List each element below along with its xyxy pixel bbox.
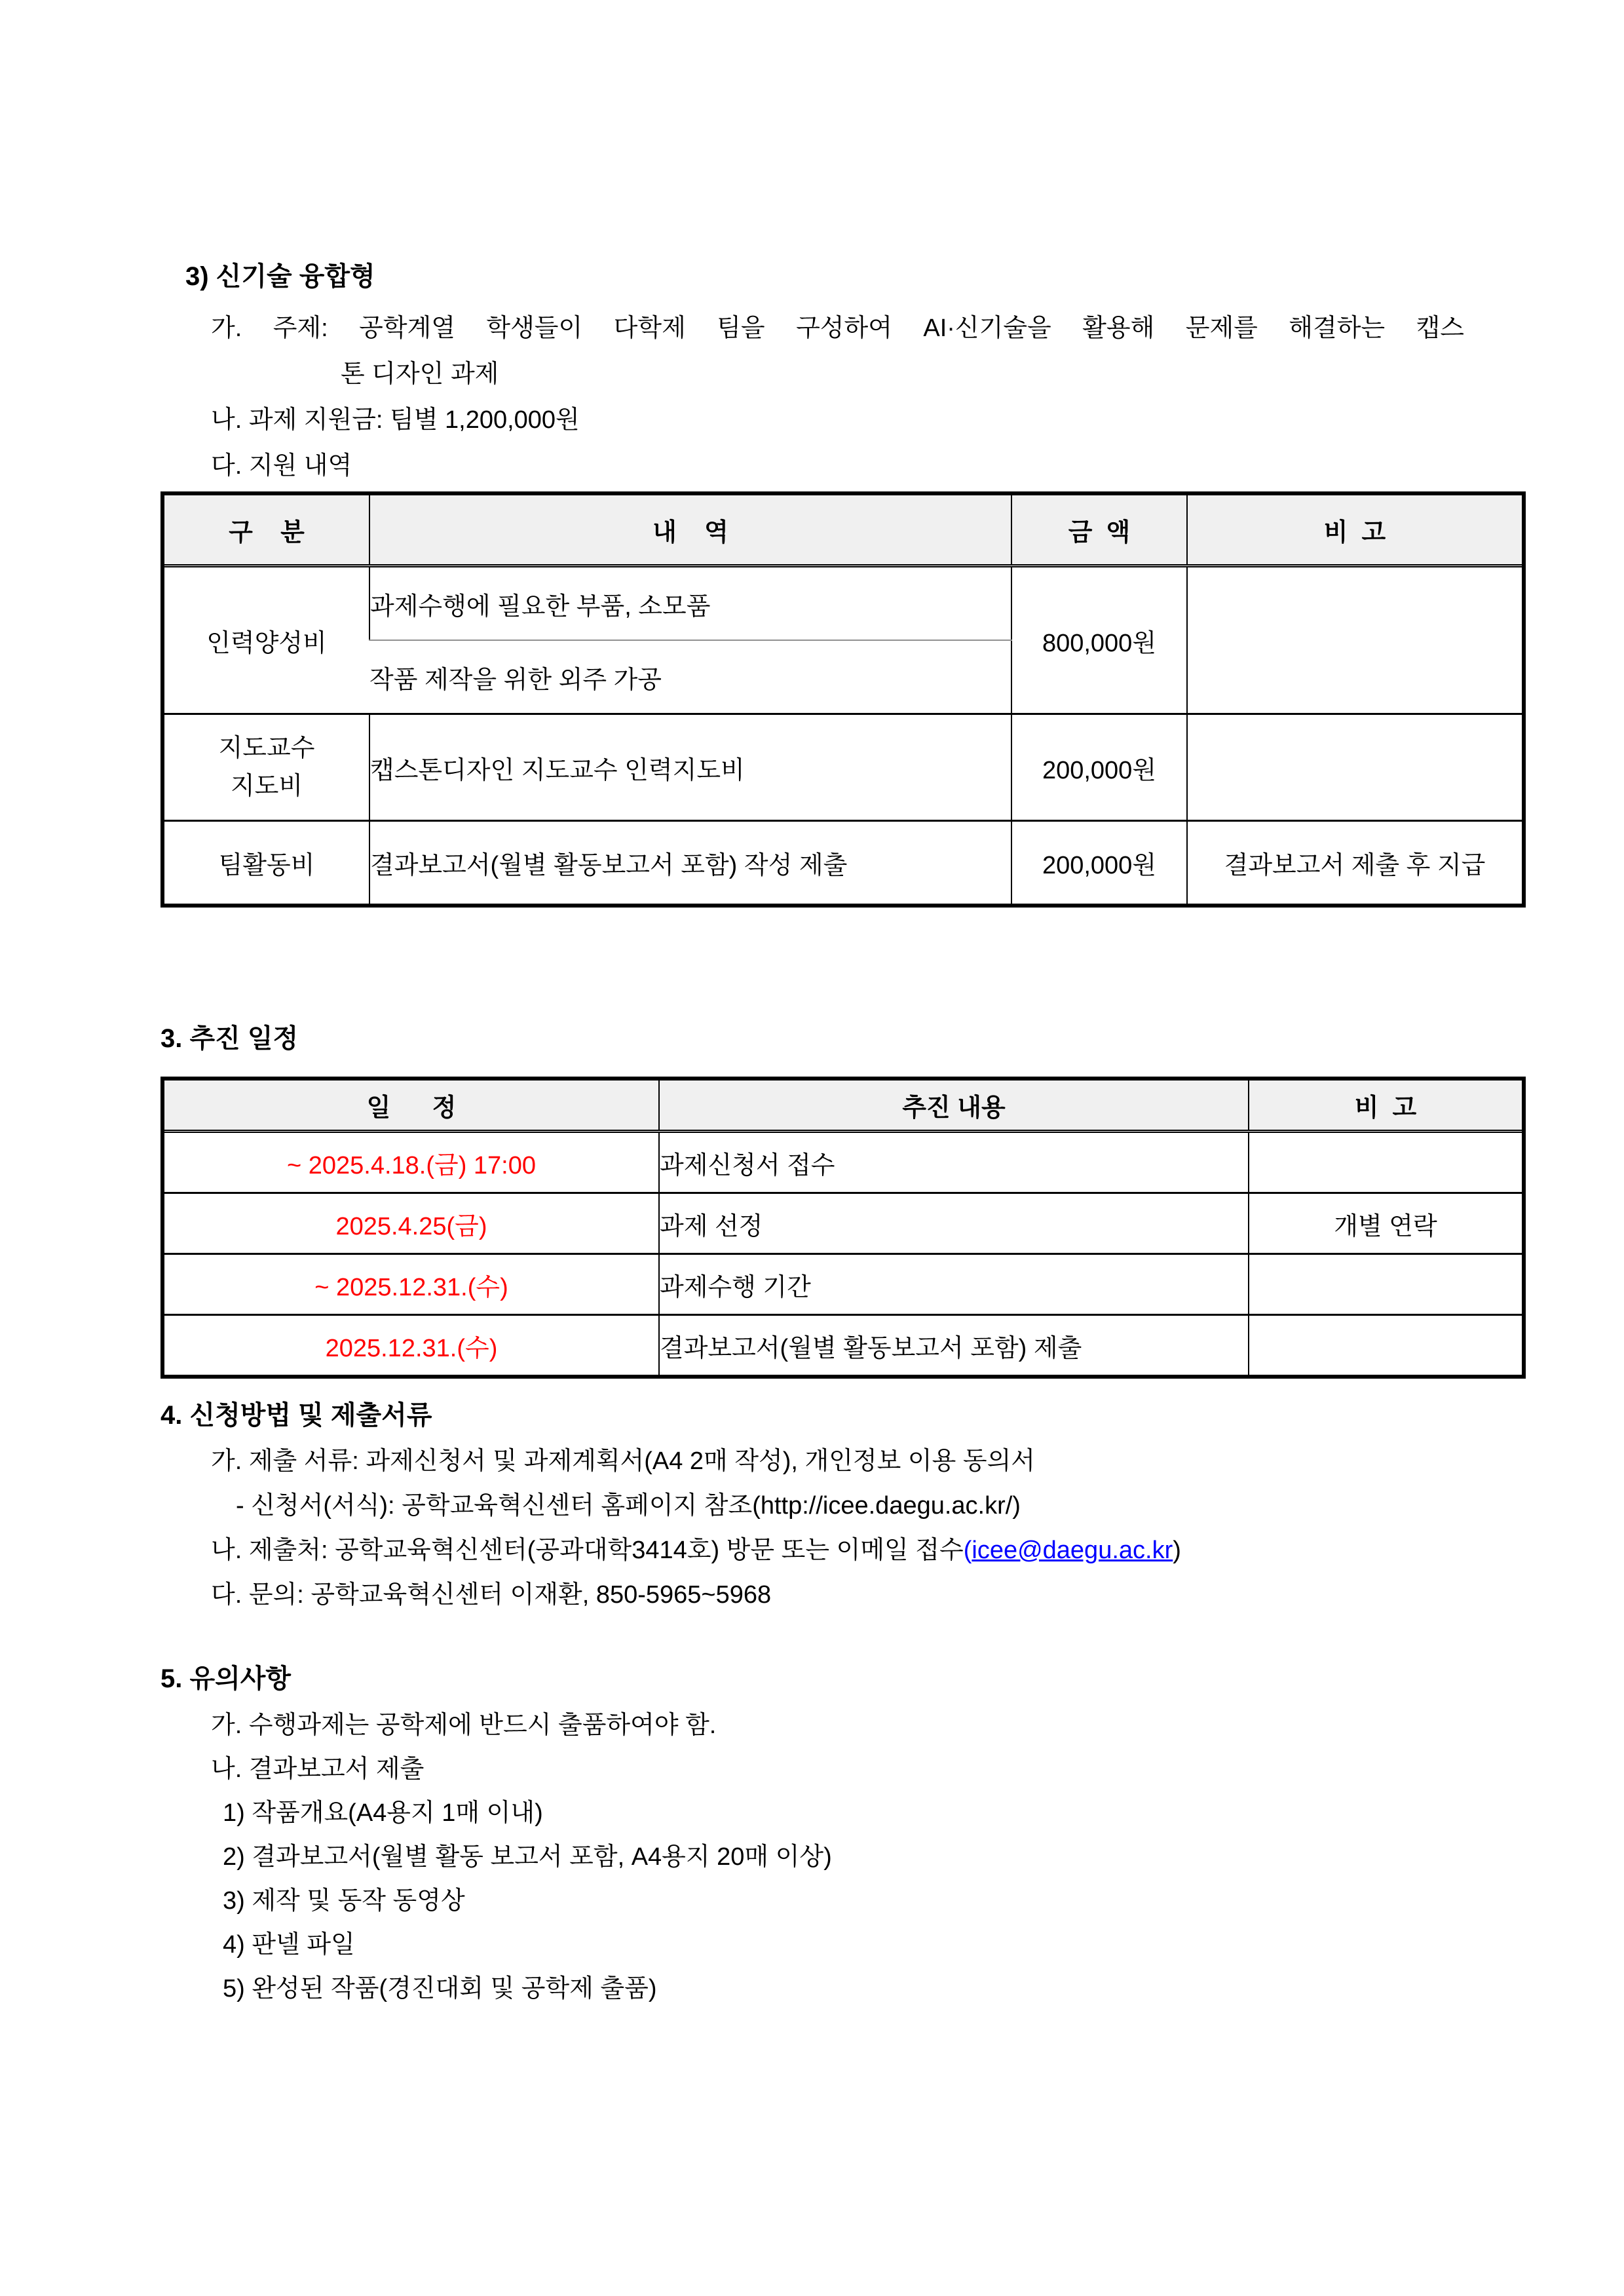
newtech-topic-line2: 톤 디자인 과제 [341,360,499,388]
email-paren-open: ( [963,1537,972,1564]
notice-item-1: 1) 작품개요(A4용지 1매 이내) [223,1799,543,1827]
schedule-content-select: 과제 선정 [659,1193,1249,1254]
newtech-grant-line: 나. 과제 지원금: 팀별 1,200,000원 [211,406,580,434]
notice-item-3: 3) 제작 및 동작 동영상 [223,1887,465,1915]
newtech-section-body [211,305,1522,489]
schedule-date-apply: ~ 2025.4.18.(금) 17:00 [286,1151,537,1179]
support-table-header-row [162,493,1524,566]
support-row-prof [162,714,1524,821]
notice-exhibit-line: 가. 수행과제는 공학제에 반드시 출품하여야 함. [211,1712,717,1739]
newtech-topic-line1: 가. 주제: 공학계열 학생들이 다학제 팀을 구성하여 AI·신기술을 활용해 문제를 해결하는 캡스 [211,315,1464,342]
support-header-amount: 금 액 [1011,493,1187,566]
notice-item-2: 2) 결과보고서(월별 활동 보고서 포함, A4용지 20매 이상) [223,1843,832,1871]
support-row-team [162,821,1524,906]
schedule-header-note: 비 고 [1249,1079,1524,1132]
schedule-content-report: 결과보고서(월별 활동보고서 포함) 제출 [659,1315,1249,1377]
prof-category-line1: 지도교수 [218,735,315,762]
support-cell-team-category: 팀활동비 [162,821,369,906]
schedule-section-heading: 3. 추진 일정 [161,1024,299,1053]
schedule-row-report [162,1315,1524,1377]
schedule-date-select: 2025.4.25(금) [162,1193,659,1254]
support-cell-prof-detail: 캡스톤디자인 지도교수 인력지도비 [369,714,1011,821]
support-cell-hr-note [1187,566,1524,714]
apply-section-heading: 4. 신청방법 및 제출서류 [161,1401,432,1430]
apply-form-line: - 신청서(서식): 공학교육혁신센터 홈페이지 참조(http://icee.daegu.ac.kr/) [236,1492,1021,1520]
email-paren-close: ) [1173,1537,1181,1564]
support-header-category: 구 분 [162,493,369,566]
support-cell-team-detail: 결과보고서(월별 활동보고서 포함) 작성 제출 [369,821,1011,906]
notice-item-4: 4) 판넬 파일 [223,1931,355,1959]
schedule-content-apply: 과제신청서 접수 [659,1132,1249,1193]
newtech-support-line: 다. 지원 내역 [211,452,352,480]
support-cell-hr-detail-b: 작품 제작을 위한 외주 가공 [369,666,662,694]
notice-item-5: 5) 완성된 작품(경진대회 및 공학제 출품) [223,1975,657,2002]
schedule-row-select [162,1193,1524,1254]
email-link[interactable]: icee@daegu.ac.kr [972,1537,1173,1564]
support-row-hr-a [162,566,1524,641]
schedule-row-apply [162,1132,1524,1193]
schedule-header-content: 추진 내용 [659,1079,1249,1132]
schedule-table-header-row [162,1079,1524,1132]
notice-section-body [211,1704,1522,2011]
apply-contact-line: 다. 문의: 공학교육혁신센터 이재환, 850-5965~5968 [211,1581,772,1609]
support-table [161,491,1526,908]
support-cell-hr-detail-a: 과제수행에 필요한 부품, 소모품 [369,566,1011,641]
schedule-note-apply [1249,1132,1524,1193]
schedule-note-report [1249,1315,1524,1377]
prof-category-line2: 지도비 [230,773,303,800]
support-cell-prof-amount: 200,000원 [1011,714,1187,821]
notice-section-heading: 5. 유의사항 [161,1664,292,1693]
support-cell-team-note: 결과보고서 제출 후 지급 [1187,821,1524,906]
schedule-content-period: 과제수행 기간 [659,1254,1249,1315]
support-cell-team-amount: 200,000원 [1011,821,1187,906]
newtech-section-heading: 3) 신기술 융합형 [185,262,375,291]
apply-documents-line: 가. 제출 서류: 과제신청서 및 과제계획서(A4 2매 작성), 개인정보 이용 동의서 [211,1447,1035,1475]
support-header-note: 비 고 [1187,493,1524,566]
schedule-note-period [1249,1254,1524,1315]
notice-report-line: 나. 결과보고서 제출 [211,1755,425,1783]
apply-submit-line [211,1528,1522,1573]
support-cell-prof-note [1187,714,1524,821]
schedule-date-report: 2025.12.31.(수) [162,1315,659,1377]
support-cell-hr-amount: 800,000원 [1011,566,1187,714]
apply-submit-prefix: 나. 제출처: 공학교육혁신센터(공과대학3414호) 방문 또는 이메일 접수 [211,1537,964,1564]
schedule-row-period [162,1254,1524,1315]
support-cell-hr-category: 인력양성비 [206,629,327,657]
support-cell-prof-category [162,714,369,821]
support-header-detail: 내 역 [369,493,1011,566]
document-content [161,261,1522,2011]
schedule-header-date: 일 정 [162,1079,659,1132]
schedule-table [161,1077,1526,1379]
apply-section-body [211,1439,1522,1617]
schedule-date-period: ~ 2025.12.31.(수) [162,1254,659,1315]
schedule-note-select: 개별 연락 [1249,1193,1524,1254]
